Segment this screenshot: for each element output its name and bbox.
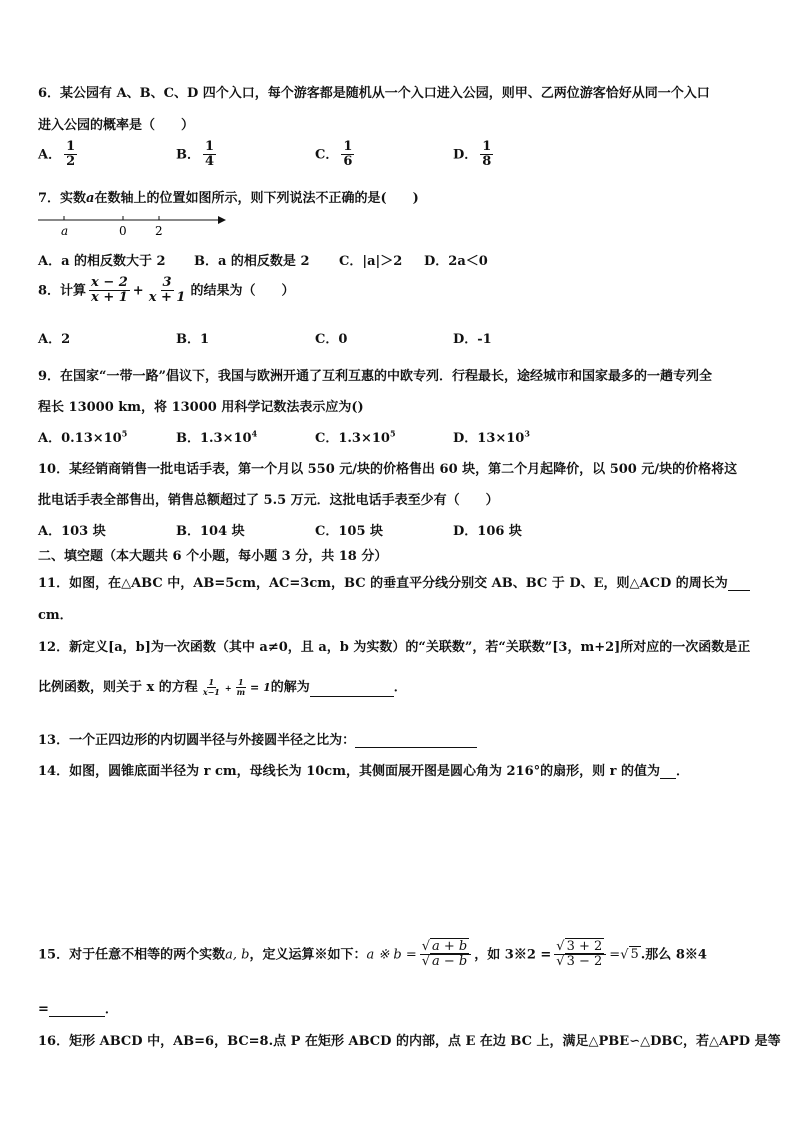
q10-text: 10．某经销商销售一批电话手表，第一个月以 550 元/块的价格售出 60 块，第二个月起降价，以 500 元/块的价格将这: [38, 462, 738, 477]
label-two: 2: [155, 224, 163, 238]
answer-blank: [310, 696, 394, 697]
q14-text: 14．如图，圆锥底面半径为 r cm，母线长为 10cm，其侧面展开图是圆心角为 216°的扇形，则 r 的值为 ．: [38, 764, 690, 779]
example-fraction: $\frac{√ 3 + 2}{√ 3 - 2}$: [554, 940, 606, 970]
q7-option-a: A．a 的相反数大于 2: [38, 254, 166, 269]
q10-option-a: A．103 块: [38, 524, 106, 539]
q7-text: 7．实数a在数轴上的位置如图所示，则下列说法不正确的是( ): [38, 191, 419, 206]
q9-text: 9．在国家“一带一路”倡议下，我国与欧洲开通了互利互惠的中欧专列．行程最长，途经城市和国家最多的一趟专列全: [38, 369, 713, 384]
q8-option-d: D．-1: [453, 332, 492, 347]
option-label: D．: [453, 147, 478, 163]
section-heading: 二、填空题（本大题共 6 个小题，每小题 3 分，共 18 分）: [38, 549, 388, 564]
fraction-1: $\frac{1}{x-1}$: [202, 677, 220, 697]
fraction: $\frac{1}{8}$: [482, 139, 492, 170]
definition-fraction: $\frac{√ a + b}{√ a - b}$: [420, 940, 472, 970]
q15-text-2: = ．: [38, 1002, 118, 1017]
fraction: $\frac{1}{2}$: [66, 139, 76, 170]
q8-option-c: C．0: [315, 332, 348, 347]
q10-option-b: B．104 块: [176, 524, 245, 539]
q16-text: 16．矩形 ABCD 中，AB=6，BC=8.点 P 在矩形 ABCD 的内部，点 E 在边 BC 上，满足△PBE∽△DBC，若△APD 是等: [38, 1034, 781, 1049]
q8-text: 8．计算 $\frac{x - 2}{x + 1}$ + $\frac{3}{x + 1}$ 的结果为（ ）: [38, 275, 295, 306]
q9-option-a: A．$0.13\times 10^5$: [38, 428, 128, 446]
q15-text: 15．对于任意不相等的两个实数a, b，定义运算※如下：a ※ b = $\frac{√ a + b}{√ a - b}$ ，如 3※2 = $\frac{√ 3 + 2}{√ 3 - 2}$ =√ 5 .那么 8※4: [38, 939, 707, 970]
fraction-2: $\frac{1}{m}$: [236, 677, 246, 697]
option-label: A．: [38, 147, 62, 163]
q10-text-2: 批电话手表全部售出，销售总额超过了 5.5 万元．这批电话手表至少有（ ）: [38, 493, 499, 508]
q6-option-a: [38, 140, 80, 170]
q12-text: 12．新定义[a，b]为一次函数（其中 a≠0，且 a，b 为实数）的“关联数”，若“关联数”[3，m+2]所对应的一次函数是正: [38, 640, 751, 655]
q9-option-d: D．$13\times 10^3$: [453, 428, 530, 446]
label-a: a: [61, 224, 69, 238]
q6-option-c: [315, 140, 357, 170]
q10-option-d: D．106 块: [453, 524, 522, 539]
option-label: C．: [315, 147, 339, 163]
q6-text: 6．某公园有 A、B、C、D 四个入口，每个游客都是随机从一个入口进入公园，则甲、乙两位游客恰好从同一个入口: [38, 86, 710, 101]
q12-text-2: 比例函数，则关于 x 的方程 $\frac{1}{x-1}$ + $\frac{1}{m}$ = 1的解为 ．: [38, 677, 407, 697]
answer-blank: [728, 590, 750, 591]
q9-option-b: B．$1.3\times 10^4$: [176, 428, 258, 446]
label-zero: 0: [119, 224, 127, 238]
arrow-head-icon: [218, 216, 226, 224]
q6-option-b: [176, 140, 219, 170]
fraction-1: $\frac{x - 2}{x + 1}$: [91, 275, 128, 306]
q8-option-b: B．1: [176, 332, 210, 347]
q7-option-c: C．|a|＞2: [339, 254, 403, 269]
q8-option-a: A．2: [38, 332, 71, 347]
q11-text: 11．如图，在△ABC 中，AB=5cm，AC=3cm，BC 的垂直平分线分别交 AB、BC 于 D、E，则△ACD 的周长为: [38, 572, 750, 591]
fraction: $\frac{1}{4}$: [205, 139, 215, 170]
q6-option-d: [453, 140, 496, 170]
q11-text-2: cm．: [38, 608, 73, 623]
number-line: [36, 210, 226, 240]
q9-option-c: C．$1.3\times 10^5$: [315, 428, 396, 446]
q13-text: 13．一个正四边形的内切圆半径与外接圆半径之比为：: [38, 729, 477, 748]
q10-option-c: C．105 块: [315, 524, 384, 539]
fraction-2: $\frac{3}{x + 1}$: [148, 275, 186, 306]
fraction: $\frac{1}{6}$: [343, 139, 353, 170]
q9-text-2: 程长 13000 km，将 13000 用科学记数法表示应为(): [38, 400, 364, 415]
answer-blank: [660, 778, 676, 779]
q6-text-2: 进入公园的概率是（ ）: [38, 118, 195, 133]
q7-option-b: B．a 的相反数是 2: [194, 254, 310, 269]
answer-blank: [355, 747, 477, 748]
option-label: B．: [176, 147, 200, 163]
q7-option-d: D．2a＜0: [424, 254, 488, 269]
answer-blank: [49, 1016, 105, 1017]
